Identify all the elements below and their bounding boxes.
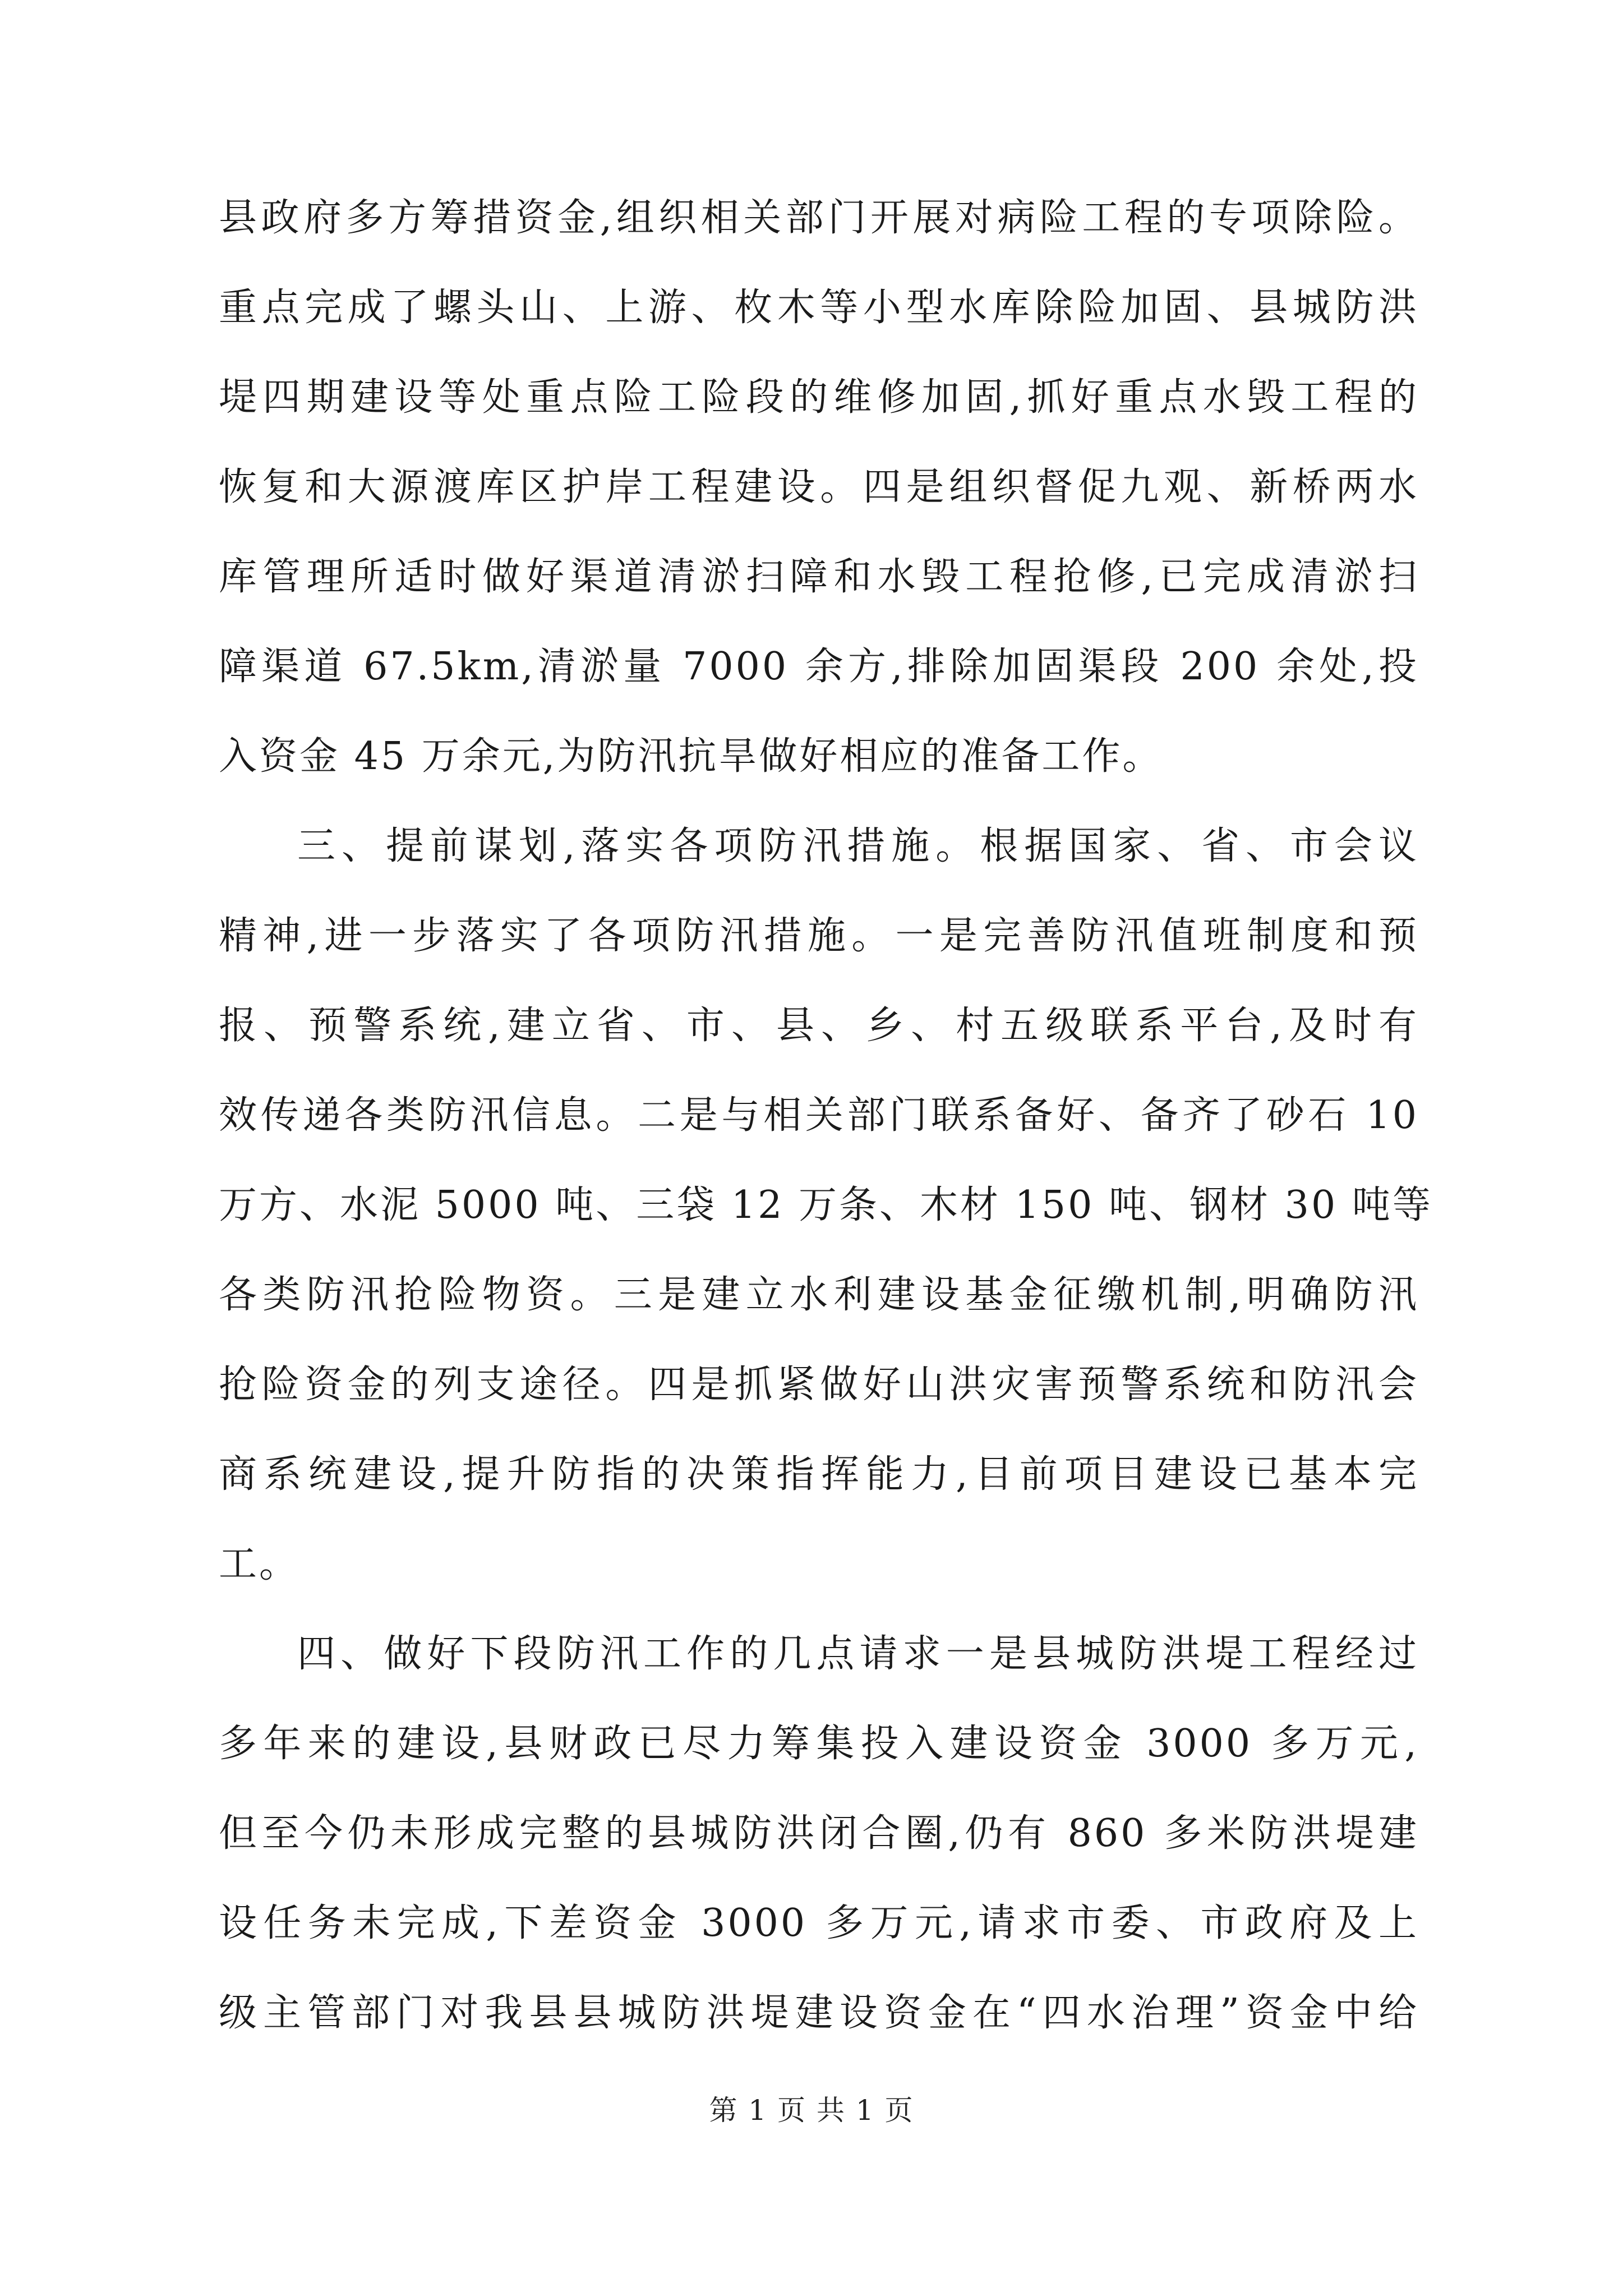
body-text-line: 商系统建设,提升防指的决策指挥能力,目前项目建设已基本完 <box>219 1452 1419 1497</box>
body-text-line: 库管理所适时做好渠道清淤扫障和水毁工程抢修,已完成清淤扫 <box>219 555 1419 599</box>
body-text-line: 障渠道 67.5km,清淤量 7000 余方,排除加固渠段 200 余处,投 <box>219 645 1419 689</box>
body-text-line: 县政府多方筹措资金,组织相关部门开展对病险工程的专项除险。 <box>219 196 1419 240</box>
body-text-line: 效传递各类防汛信息。二是与相关部门联系备好、备齐了砂石 10 <box>219 1093 1419 1138</box>
page-number-footer: 第 1 页 共 1 页 <box>709 2094 914 2127</box>
body-text-line: 多年来的建设,县财政已尽力筹集投入建设资金 3000 多万元, <box>219 1722 1419 1766</box>
body-text-line: 各类防汛抢险物资。三是建立水利建设基金征缴机制,明确防汛 <box>219 1273 1419 1317</box>
body-text-line: 入资金 45 万余元,为防汛抗旱做好相应的准备工作。 <box>219 734 1163 779</box>
body-text-line: 抢险资金的列支途径。四是抓紧做好山洪灾害预警系统和防汛会 <box>219 1363 1419 1407</box>
body-text-line: 级主管部门对我县县城防洪堤建设资金在“四水治理”资金中给 <box>219 1991 1419 2035</box>
body-text-line: 但至今仍未形成完整的县城防洪闭合圈,仍有 860 多米防洪堤建 <box>219 1811 1419 1856</box>
paragraph-4-first-line: 四、做好下段防汛工作的几点请求一是县城防洪堤工程经过 <box>297 1632 1419 1676</box>
body-text-line: 万方、水泥 5000 吨、三袋 12 万条、木材 150 吨、钢材 30 吨等 <box>219 1183 1433 1227</box>
body-text-line: 精神,进一步落实了各项防汛措施。一是完善防汛值班制度和预 <box>219 914 1419 958</box>
body-text-line: 设任务未完成,下差资金 3000 多万元,请求市委、市政府及上 <box>219 1901 1419 1945</box>
body-text-line: 报、预警系统,建立省、市、县、乡、村五级联系平台,及时有 <box>219 1004 1419 1048</box>
paragraph-3-first-line: 三、提前谋划,落实各项防汛措施。根据国家、省、市会议 <box>297 824 1419 868</box>
body-text-line: 重点完成了螺头山、上游、枚木等小型水库除险加固、县城防洪 <box>219 286 1419 330</box>
body-text-line: 工。 <box>219 1542 300 1586</box>
body-text-line: 堤四期建设等处重点险工险段的维修加固,抓好重点水毁工程的 <box>219 375 1419 420</box>
body-text-line: 恢复和大源渡库区护岸工程建设。四是组织督促九观、新桥两水 <box>219 465 1419 509</box>
